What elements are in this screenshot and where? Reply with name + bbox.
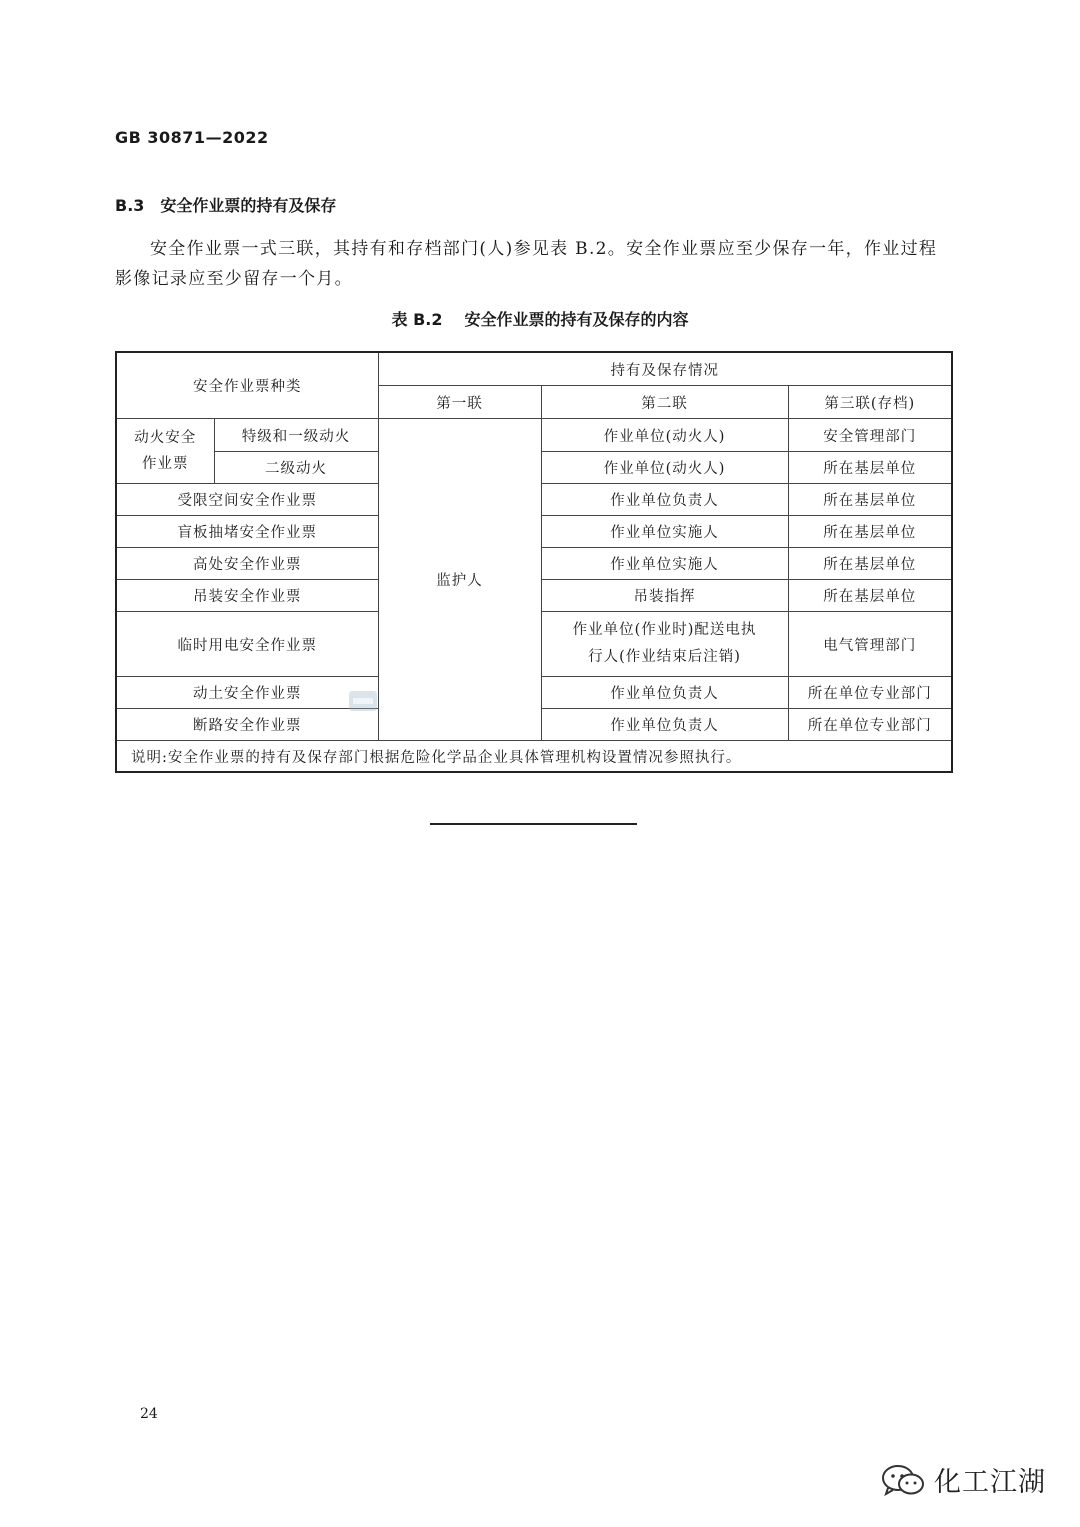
row-second: 作业单位实施人 xyxy=(541,516,788,548)
row-second: 作业单位负责人 xyxy=(541,484,788,516)
header-second-copy: 第二联 xyxy=(541,386,788,419)
body-paragraph: 安全作业票一式三联，其持有和存档部门(人)参见表 B.2。安全作业票应至少保存一年，作业过程影像记录应至少留存一个月。 xyxy=(115,239,938,289)
row-third: 所在基层单位 xyxy=(788,548,952,580)
row-third: 所在基层单位 xyxy=(788,484,952,516)
row-third: 所在基层单位 xyxy=(788,452,952,484)
end-rule xyxy=(430,823,637,825)
row-second: 吊装指挥 xyxy=(541,580,788,612)
row-third: 所在基层单位 xyxy=(788,516,952,548)
stamp-mark-icon xyxy=(348,690,378,712)
header-holding-group: 持有及保存情况 xyxy=(378,352,952,386)
row-second: 作业单位(动火人) xyxy=(541,452,788,484)
watermark-text: 化工江湖 xyxy=(934,1467,1046,1498)
table-caption xyxy=(0,307,1080,330)
row-third: 所在单位专业部门 xyxy=(788,709,952,741)
table-row xyxy=(116,419,952,452)
header-ticket-type: 安全作业票种类 xyxy=(116,352,378,419)
table-number: 表 B.2 xyxy=(391,310,443,329)
row-type: 临时用电安全作业票 xyxy=(116,612,378,677)
row-third: 所在基层单位 xyxy=(788,580,952,612)
holding-table xyxy=(115,351,953,773)
row-type: 盲板抽堵安全作业票 xyxy=(116,516,378,548)
page-number: 24 xyxy=(140,1406,158,1422)
row-third: 所在单位专业部门 xyxy=(788,677,952,709)
row-second: 作业单位实施人 xyxy=(541,548,788,580)
standard-code: GB 30871—2022 xyxy=(115,128,269,147)
first-copy-holder: 监护人 xyxy=(378,419,541,741)
row-second: 作业单位(动火人) xyxy=(541,419,788,452)
row-second: 作业单位(作业时)配送电执行人(作业结束后注销) xyxy=(541,612,788,677)
row-third: 电气管理部门 xyxy=(788,612,952,677)
section-heading xyxy=(115,193,336,216)
header-third-copy: 第三联(存档) xyxy=(788,386,952,419)
row-third: 安全管理部门 xyxy=(788,419,952,452)
hot-work-group-cell: 动火安全作业票 xyxy=(116,419,214,484)
row-type: 高处安全作业票 xyxy=(116,548,378,580)
row-type: 断路安全作业票 xyxy=(116,709,378,741)
row-second: 作业单位负责人 xyxy=(541,677,788,709)
watermark xyxy=(880,1460,1046,1499)
table-title: 安全作业票的持有及保存的内容 xyxy=(464,310,689,329)
wechat-icon xyxy=(880,1463,926,1497)
row-type: 受限空间安全作业票 xyxy=(116,484,378,516)
header-first-copy: 第一联 xyxy=(378,386,541,419)
row-second: 作业单位负责人 xyxy=(541,709,788,741)
row-type: 二级动火 xyxy=(214,452,378,484)
row-type: 吊装安全作业票 xyxy=(116,580,378,612)
row-type: 动土安全作业票 xyxy=(116,677,378,709)
section-number: B.3 xyxy=(115,196,145,215)
row-type: 特级和一级动火 xyxy=(214,419,378,452)
table-note: 说明:安全作业票的持有及保存部门根据危险化学品企业具体管理机构设置情况参照执行。 xyxy=(116,741,952,773)
section-title: 安全作业票的持有及保存 xyxy=(160,196,337,215)
